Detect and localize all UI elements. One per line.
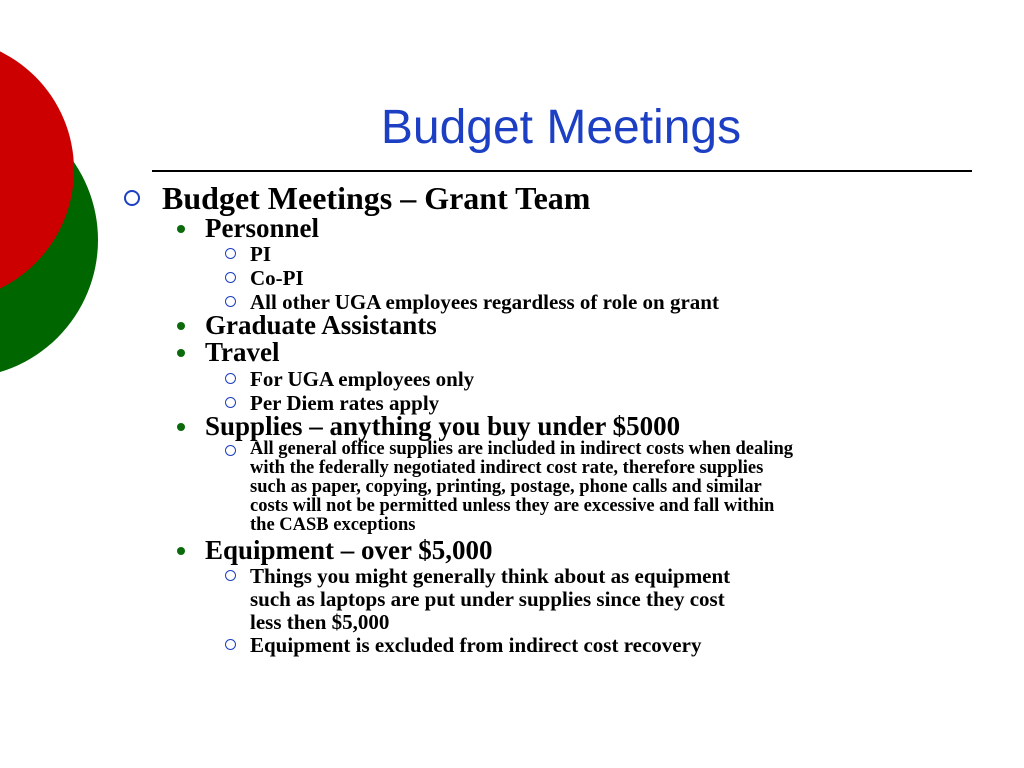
supplies-label: Supplies – anything you buy under $5000 — [205, 411, 681, 441]
dot-bullet-icon — [177, 423, 185, 431]
hollow-circle-bullet-icon — [225, 272, 236, 283]
hollow-circle-bullet-icon — [124, 190, 140, 206]
travel-item: For UGA employees only — [250, 367, 475, 391]
personnel-item: All other UGA employees regardless of role on grant — [250, 290, 719, 314]
dot-bullet-icon — [177, 225, 185, 233]
supplies-text-line: All general office supplies are included in indirect costs when dealing — [250, 439, 794, 459]
decorative-circles — [0, 0, 110, 400]
dot-bullet-icon — [177, 322, 185, 330]
personnel-item: PI — [250, 242, 271, 266]
travel-label: Travel — [205, 337, 280, 367]
personnel-item: Co-PI — [250, 266, 304, 290]
hollow-circle-bullet-icon — [225, 397, 236, 408]
slide-title: Budget Meetings — [380, 101, 742, 154]
main-heading: Budget Meetings – Grant Team — [162, 180, 591, 216]
dot-bullet-icon — [177, 349, 185, 357]
supplies-text-line: such as paper, copying, printing, postage, phone calls and similar — [250, 477, 762, 497]
supplies-text-line: costs will not be permitted unless they are excessive and fall within — [250, 496, 775, 516]
hollow-circle-bullet-icon — [225, 570, 236, 581]
hollow-circle-bullet-icon — [225, 296, 236, 307]
supplies-text-line: with the federally negotiated indirect cost rate, therefore supplies — [250, 458, 764, 478]
equipment-text-line: such as laptops are put under supplies since they cost — [250, 587, 725, 611]
hollow-circle-bullet-icon — [225, 639, 236, 650]
equipment-label: Equipment – over $5,000 — [205, 535, 493, 565]
travel-item: Per Diem rates apply — [250, 391, 440, 415]
equipment-item: Equipment is excluded from indirect cost recovery — [250, 633, 702, 657]
dot-bullet-icon — [177, 547, 185, 555]
supplies-text-line: the CASB exceptions — [250, 515, 416, 535]
hollow-circle-bullet-icon — [225, 373, 236, 384]
title-divider — [152, 170, 972, 172]
hollow-circle-bullet-icon — [225, 445, 236, 456]
hollow-circle-bullet-icon — [225, 248, 236, 259]
graduate-assistants-label: Graduate Assistants — [205, 310, 437, 340]
personnel-label: Personnel — [205, 213, 319, 243]
equipment-text-line: less then $5,000 — [250, 610, 390, 634]
equipment-text-line: Things you might generally think about as equipment — [250, 564, 731, 588]
